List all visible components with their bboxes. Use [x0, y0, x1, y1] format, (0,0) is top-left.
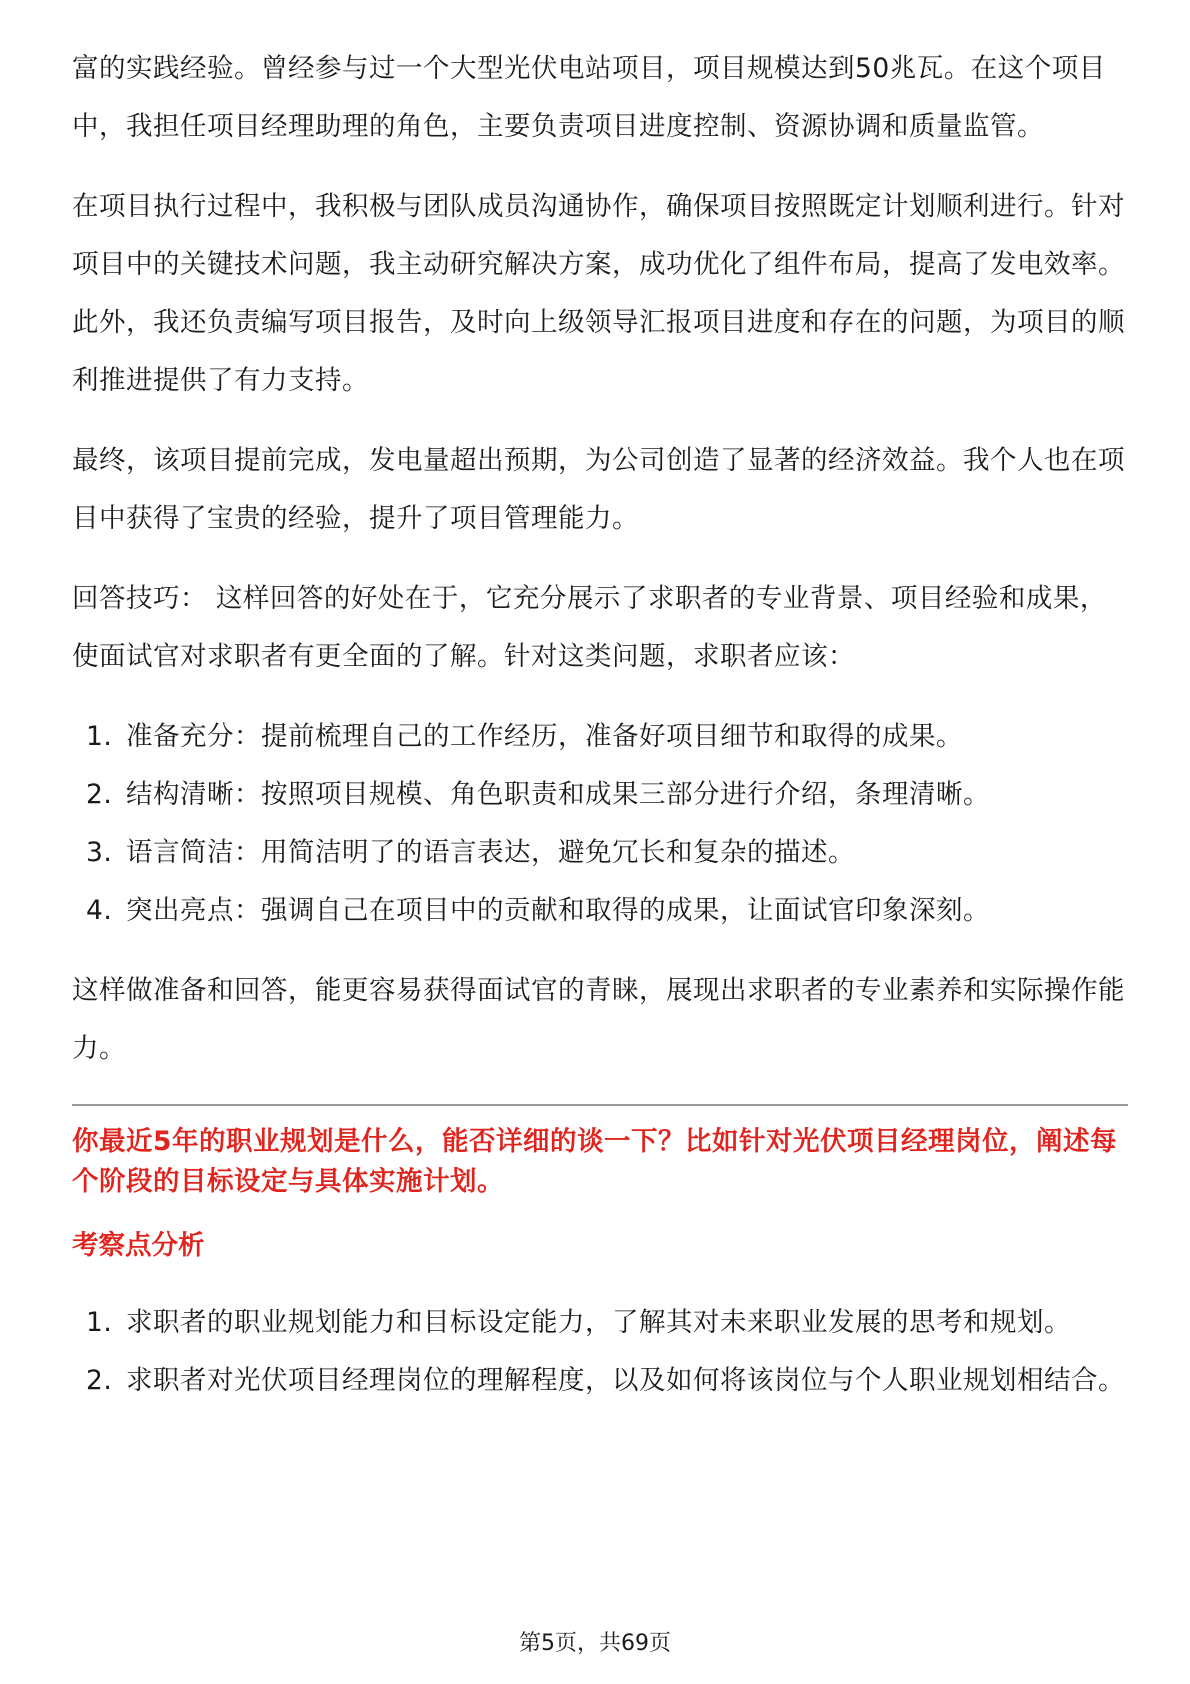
list-item-number: 4.	[86, 895, 113, 926]
list-item	[72, 766, 1128, 824]
list-item	[72, 882, 1128, 940]
list-item-text: 语言简洁：用简洁明了的语言表达，避免冗长和复杂的描述。	[126, 837, 855, 868]
section-divider	[72, 1104, 1128, 1106]
analysis-heading: 考察点分析	[72, 1230, 205, 1261]
list-item-number: 1.	[86, 721, 113, 752]
paragraph-conclusion: 这样做准备和回答，能更容易获得面试官的青睐，展现出求职者的专业素养和实际操作能力。	[72, 975, 1125, 1064]
tips-list	[72, 708, 1128, 940]
list-item	[72, 1294, 1128, 1352]
list-item-text: 准备充分：提前梳理自己的工作经历，准备好项目细节和取得的成果。	[126, 721, 963, 752]
page-content	[72, 40, 1128, 1432]
page-number: 第5页，共69页	[519, 1631, 671, 1656]
list-item-text: 求职者的职业规划能力和目标设定能力，了解其对未来职业发展的思考和规划。	[126, 1307, 1071, 1338]
list-item	[72, 708, 1128, 766]
list-item-number: 3.	[86, 837, 113, 868]
list-item-number: 2.	[86, 1365, 113, 1396]
paragraph-result: 最终，该项目提前完成，发电量超出预期，为公司创造了显著的经济效益。我个人也在项目中获得了宝贵的经验，提升了项目管理能力。	[72, 445, 1125, 534]
list-item	[72, 1352, 1128, 1410]
interview-question: 你最近5年的职业规划是什么，能否详细的谈一下？比如针对光伏项目经理岗位，阐述每个阶段的目标设定与具体实施计划。	[72, 1126, 1117, 1197]
list-item-number: 2.	[86, 779, 113, 810]
paragraph-execution: 在项目执行过程中，我积极与团队成员沟通协作，确保项目按照既定计划顺利进行。针对项目中的关键技术问题，我主动研究解决方案，成功优化了组件布局，提高了发电效率。此外，我还负责编写项目报告，及时向上级领导汇报项目进度和存在的问题，为项目的顺利推进提供了有力支持。	[72, 191, 1125, 396]
list-item-text: 突出亮点：强调自己在项目中的贡献和取得的成果，让面试官印象深刻。	[126, 895, 990, 926]
analysis-list	[72, 1294, 1128, 1410]
paragraph-experience: 富的实践经验。曾经参与过一个大型光伏电站项目，项目规模达到50兆瓦。在这个项目中，我担任项目经理助理的角色，主要负责项目进度控制、资源协调和质量监管。	[72, 53, 1106, 142]
list-item-number: 1.	[86, 1307, 113, 1338]
list-item-text: 结构清晰：按照项目规模、角色职责和成果三部分进行介绍，条理清晰。	[126, 779, 990, 810]
list-item	[72, 824, 1128, 882]
paragraph-answer-tips: 回答技巧： 这样回答的好处在于，它充分展示了求职者的专业背景、项目经验和成果，使面试官对求职者有更全面的了解。针对这类问题，求职者应该：	[72, 583, 1107, 672]
list-item-text: 求职者对光伏项目经理岗位的理解程度，以及如何将该岗位与个人职业规划相结合。	[126, 1365, 1125, 1396]
